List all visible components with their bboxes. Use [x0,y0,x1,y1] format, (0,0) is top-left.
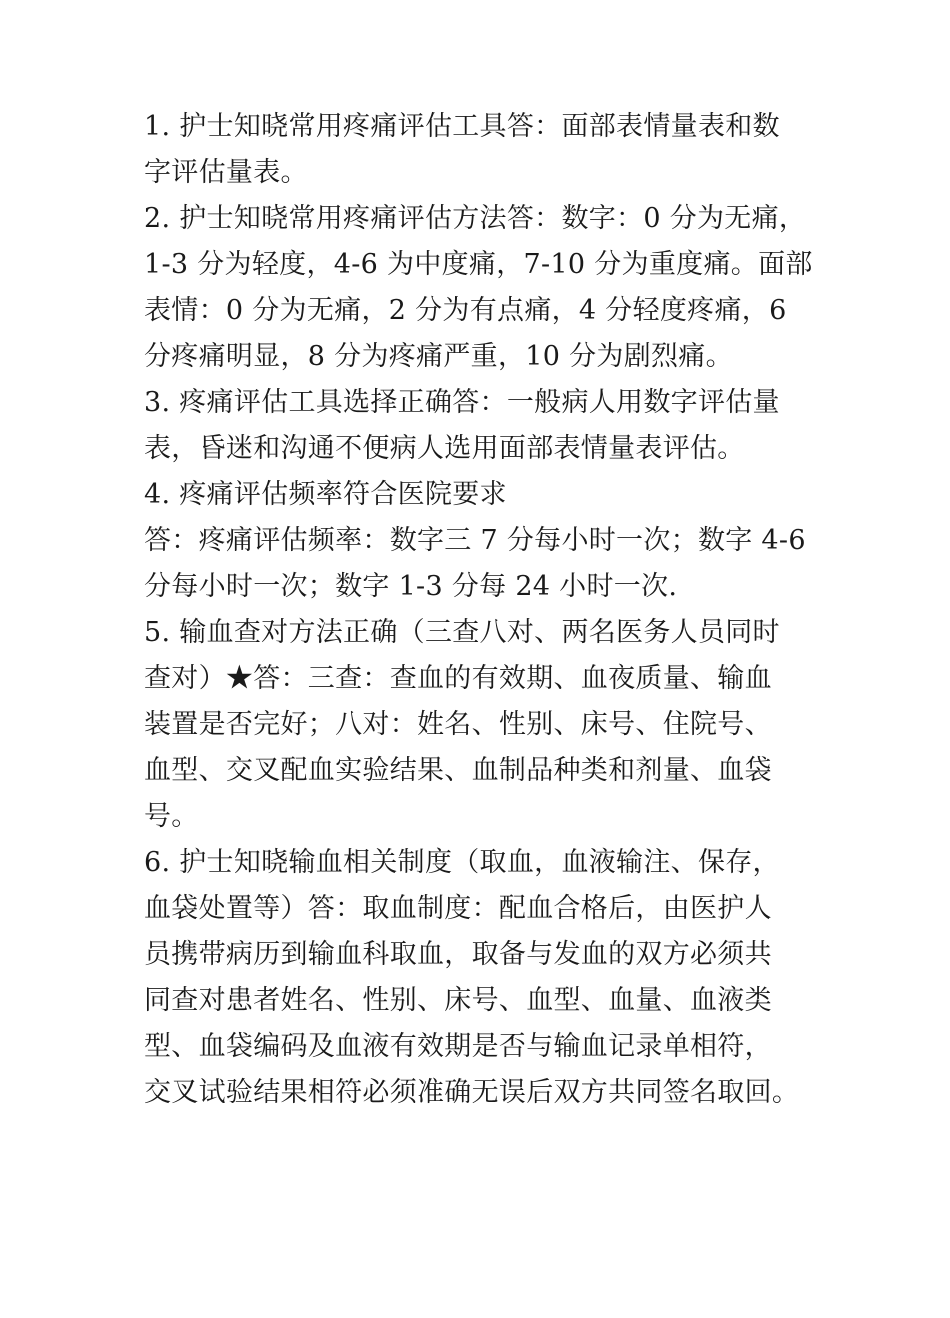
text-line: 表，昏迷和沟通不便病人选用面部表情量表评估。 [144,433,745,464]
text-line: 血型、交叉配血实验结果、血制品种类和剂量、血袋 [144,755,772,786]
text-line: 表情：0 分为无痛，2 分为有点痛，4 分轻度疼痛，6 [144,295,787,326]
text-line: 装置是否完好；八对：姓名、性别、床号、住院号、 [144,709,772,740]
text-line: 分每小时一次；数字 1-3 分每 24 小时一次. [144,571,678,602]
text-line: 字评估量表。 [144,157,308,188]
text-line: 号。 [144,801,199,832]
text-line: 血袋处置等）答：取血制度：配血合格后，由医护人 [144,893,772,924]
text-line: 2. 护士知晓常用疼痛评估方法答：数字：0 分为无痛， [144,203,807,234]
text-line: 3. 疼痛评估工具选择正确答：一般病人用数字评估量 [144,387,780,418]
text-line: 同查对患者姓名、性别、床号、血型、血量、血液类 [144,985,772,1016]
text-line: 1. 护士知晓常用疼痛评估工具答：面部表情量表和数 [144,111,780,142]
document-body [144,104,819,1116]
text-line: 分疼痛明显，8 分为疼痛严重，10 分为剧烈痛。 [144,341,733,372]
text-line: 答：疼痛评估频率：数字三 7 分每小时一次；数字 4-6 [144,525,806,556]
text-line: 型、血袋编码及血液有效期是否与输血记录单相符， [144,1031,772,1062]
text-line: 5. 输血查对方法正确（三查八对、两名医务人员同时 [144,617,780,648]
text-line: 交叉试验结果相符必须准确无误后双方共同签名取回。 [144,1077,800,1108]
text-line: 6. 护士知晓输血相关制度（取血，血液输注、保存， [144,847,780,878]
text-line: 4. 疼痛评估频率符合医院要求 [144,479,507,510]
text-line: 查对）★答：三查：查血的有效期、血夜质量、输血 [144,663,772,694]
text-line: 1-3 分为轻度，4-6 为中度痛，7-10 分为重度痛。面部 [144,249,813,280]
text-line: 员携带病历到输血科取血，取备与发血的双方必须共 [144,939,772,970]
